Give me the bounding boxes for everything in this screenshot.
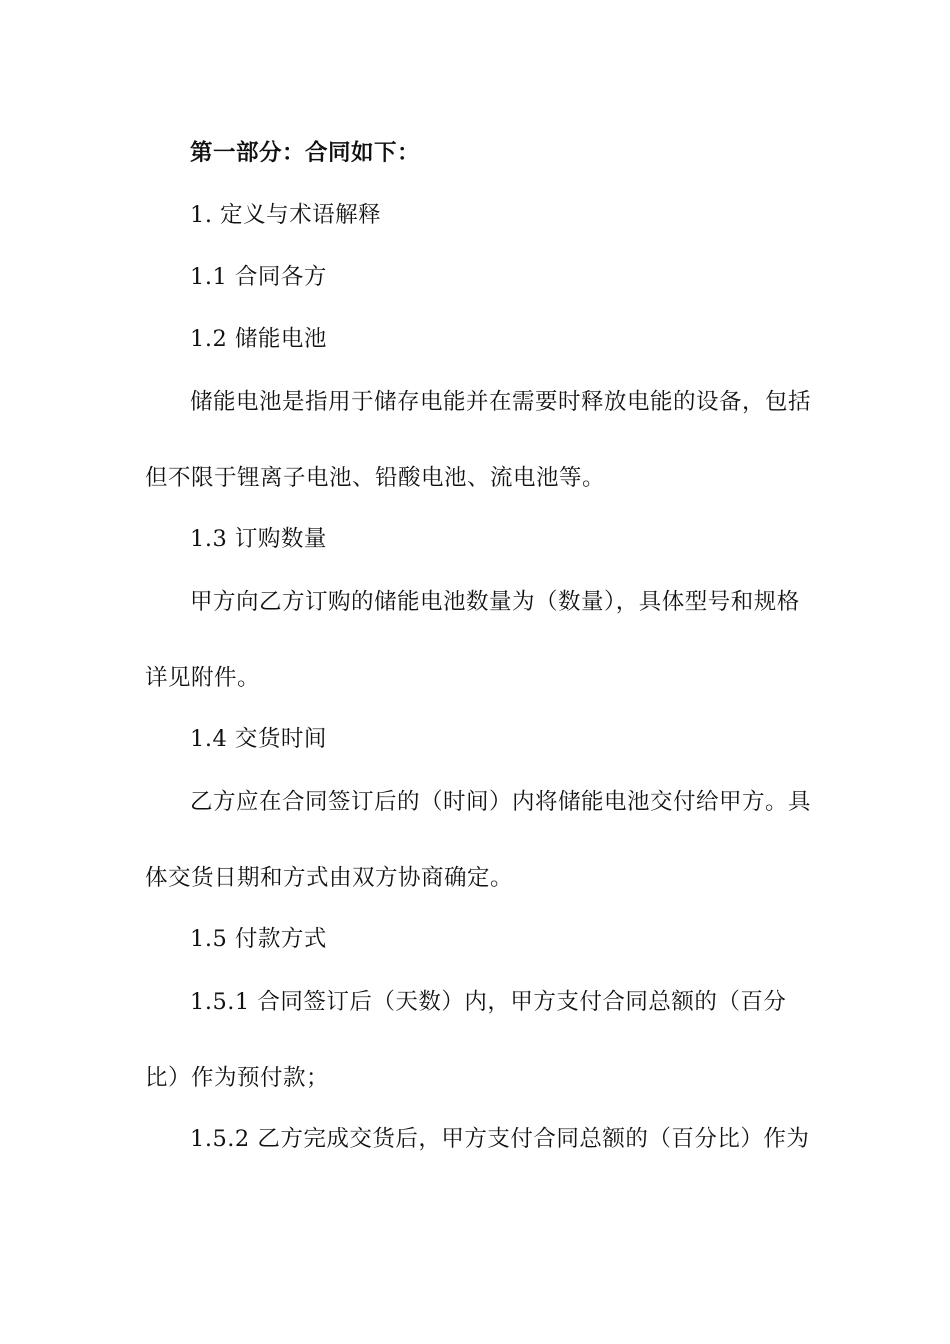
paragraph-1-5-1-line-1: 1.5.1 合同签订后（天数）内，甲方支付合同总额的（百分 xyxy=(190,989,787,1015)
paragraph-1-5-2-line-1: 1.5.2 乙方完成交货后，甲方支付合同总额的（百分比）作为 xyxy=(190,1126,810,1152)
paragraph-1-4-line-1: 乙方应在合同签订后的（时间）内将储能电池交付给甲方。具 xyxy=(190,789,812,815)
section-1-5-title: 1.5 付款方式 xyxy=(190,926,327,952)
paragraph-1-3-line-2: 详见附件。 xyxy=(145,665,261,691)
section-1-4-title: 1.4 交货时间 xyxy=(190,726,327,752)
paragraph-1-4-line-2: 体交货日期和方式由双方协商确定。 xyxy=(145,865,514,891)
paragraph-1-5-1-line-2: 比）作为预付款； xyxy=(145,1065,330,1091)
paragraph-1-2-line-1: 储能电池是指用于储存电能并在需要时释放电能的设备，包括 xyxy=(190,389,812,415)
section-1-3-title: 1.3 订购数量 xyxy=(190,526,327,552)
section-1-title: 1. 定义与术语解释 xyxy=(190,202,382,228)
section-1-1-title: 1.1 合同各方 xyxy=(190,264,327,290)
section-1-2-title: 1.2 储能电池 xyxy=(190,326,327,352)
paragraph-1-2-line-2: 但不限于锂离子电池、铅酸电池、流电池等。 xyxy=(145,465,606,491)
section-heading: 第一部分：合同如下： xyxy=(190,140,421,166)
paragraph-1-3-line-1: 甲方向乙方订购的储能电池数量为（数量），具体型号和规格 xyxy=(190,589,800,615)
